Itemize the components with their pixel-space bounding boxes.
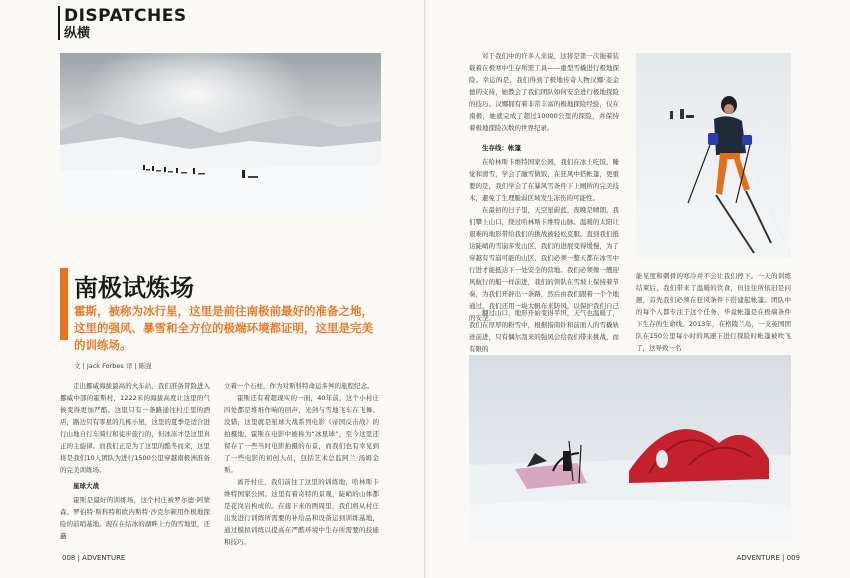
left-column-2 bbox=[224, 380, 379, 548]
paragraph: 霍斯还有着超现实的一面，40年前，这个小村庄四处都是堆堆作响的回声，光剑与雪地飞车在飞舞。没错，这里就是星球大战系列电影《帝国反击战》的拍摄地，霍斯在电影中被称为“冰星球”，至今这里还留存了一些当时电影拍摄的布景，而我们也有幸见到了一些电影的初创人员，包括艺术总监阿兰·汤姆金斯。 bbox=[224, 394, 379, 474]
right-column-1 bbox=[469, 50, 619, 355]
subheading: 星球大战 bbox=[73, 482, 99, 490]
folio-right: ADVENTURE | 009 bbox=[736, 554, 800, 562]
photo-red-tents bbox=[469, 355, 791, 542]
paragraph: 对于我们中的许多人来说，这将是第一次拖着装载着在极寒中生存所需工具——重型雪橇进行极地探险。幸运的是，我们得到了极地传奇人物汉娜·麦金德的支持，她教会了我们团队如何安全进行极地探险的技巧。汉娜拥有着非常丰富的极地探险经验，仅在南极，她就完成了超过10000公里的探险，并保持着极地探险次数的世界纪录。 bbox=[469, 52, 619, 132]
paragraph: 离开村庄，我们前往了这里的训练地，哈林斯卡维特国家公园。这里有着奇特的景观，陡峭的山体都是花岗岩构成的。在接下来的两周里，我们将从村庄出发进行训练所需要的补给品和设备运到训练基地，通过模拟训练以提高在严酷环境中生存所需要的技能和技巧。 bbox=[224, 478, 379, 546]
article-title: 南极试炼场 bbox=[74, 274, 194, 302]
photo-snow-valley bbox=[60, 53, 381, 213]
page-gutter bbox=[424, 0, 426, 578]
title-accent-bar bbox=[60, 268, 68, 340]
photo-skier-blizzard-art bbox=[636, 53, 791, 258]
paragraph: 在最初的日子里，天空星蔚蓝，夜晚是晴朗，我们攀上山口，绕过哈林斯卡维特山脉。温暖的太阳让艰难的地形带给我们的挑战被轻松克服。直到我们抵达陡峭的雪崩多发山区，我们的进展变得缓慢，为了穿越有雪崩可能的山区，我们必须一整天都在冰雪中行进才能抵达下一处安全的营地。我们必须像一艘迎风航行的船一样前进，我们的领队在雪坡上保持着节奏，为我们开辟出一条路，然后由我们跟着一个个地通过，我们还用一块大帆布来防风，以保护我们自己的安全。 bbox=[469, 206, 619, 322]
section-header bbox=[60, 6, 187, 41]
subheading: 生存线：帐篷 bbox=[482, 144, 521, 152]
section-title-cn: 纵横 bbox=[64, 26, 91, 41]
paragraph: 立着一个石柱，作为对斯科特命运多舛的旅程纪念。 bbox=[224, 382, 374, 390]
section-rule bbox=[58, 6, 60, 40]
paragraph: 走出挪威海拔最高的火车站，我们准备冒险进入挪威中部的霍斯村，1222米的海拔高度让这里的气候变得更加严酷。这里只有一条路通往村庄里的酒店，路边只有零星的几栋小屋，这里的夏季是适合进行山地自行车骑行和徒步旅行的，但冰冻才是这里真正的主旋律。而我们正是为了这里的酷冬而来，这里将是我们10人团队为进行1500公里穿越南极洲准备的完美训练场。 bbox=[60, 382, 210, 474]
right-column-2 bbox=[636, 270, 791, 354]
byline: 文 | Jack Forbes 译 | 陈强 bbox=[74, 362, 152, 370]
photo-skier-blizzard bbox=[636, 53, 791, 258]
paragraph: 霍斯是最好的训练场，这个村庄被罗尔德·阿蒙森、罗伯特·斯科特和欧内斯特·沙克尔顿用作极地探险的前哨基地。现在在结冰的湖畔上方的雪地里，还矗 bbox=[60, 496, 210, 540]
folio-left: 008 | ADVENTURE bbox=[62, 554, 126, 562]
paragraph: 能见度和刺骨的寒冷并不会让我们停下。一天的训练结束后，我们带来了温暖的饮食，但往往所依旧是问题，首先我们必须在狂风条件下搭建起帐篷。团队中的每个人都专注于这个任务，毕竟帐篷是在极端条件下生存的生命线。2013年，在格陵兰岛，一支英国团队在150公里每小时的风速下进行探险时帐篷被吹飞了，这导致一名 bbox=[636, 272, 791, 352]
photo-snow-valley-art bbox=[60, 53, 381, 213]
left-column-1 bbox=[60, 380, 210, 542]
paragraph: 翻过山口，地形开始变得平坦，天气也温暖了，我们在厚厚的粉雪中，根据指南针和前面人的雪橇轨迹前进，只有偶尔刮来的强风会给我们带来挑战，而有限的 bbox=[469, 309, 619, 353]
paragraph: 在哈林斯卡维特国家公园，我们在冰上吃饭、睡觉和滑雪，学会了融雪做饭，在狂风中搭帐篷，更重要的是，我们学会了在暴风雪条件下上厕所的完美技术，避免了生理脆弱区域发生冻伤的可能性。 bbox=[469, 158, 619, 202]
article-deck: 霍斯，被称为冰行星，这里是前往南极前最好的准备之地，这里的强风、暴雪和全方位的极端环境都证明，这里是完美的训练场。 bbox=[74, 304, 373, 352]
section-title-en: DISPATCHES bbox=[64, 6, 187, 26]
photo-red-tents-art bbox=[469, 355, 791, 542]
